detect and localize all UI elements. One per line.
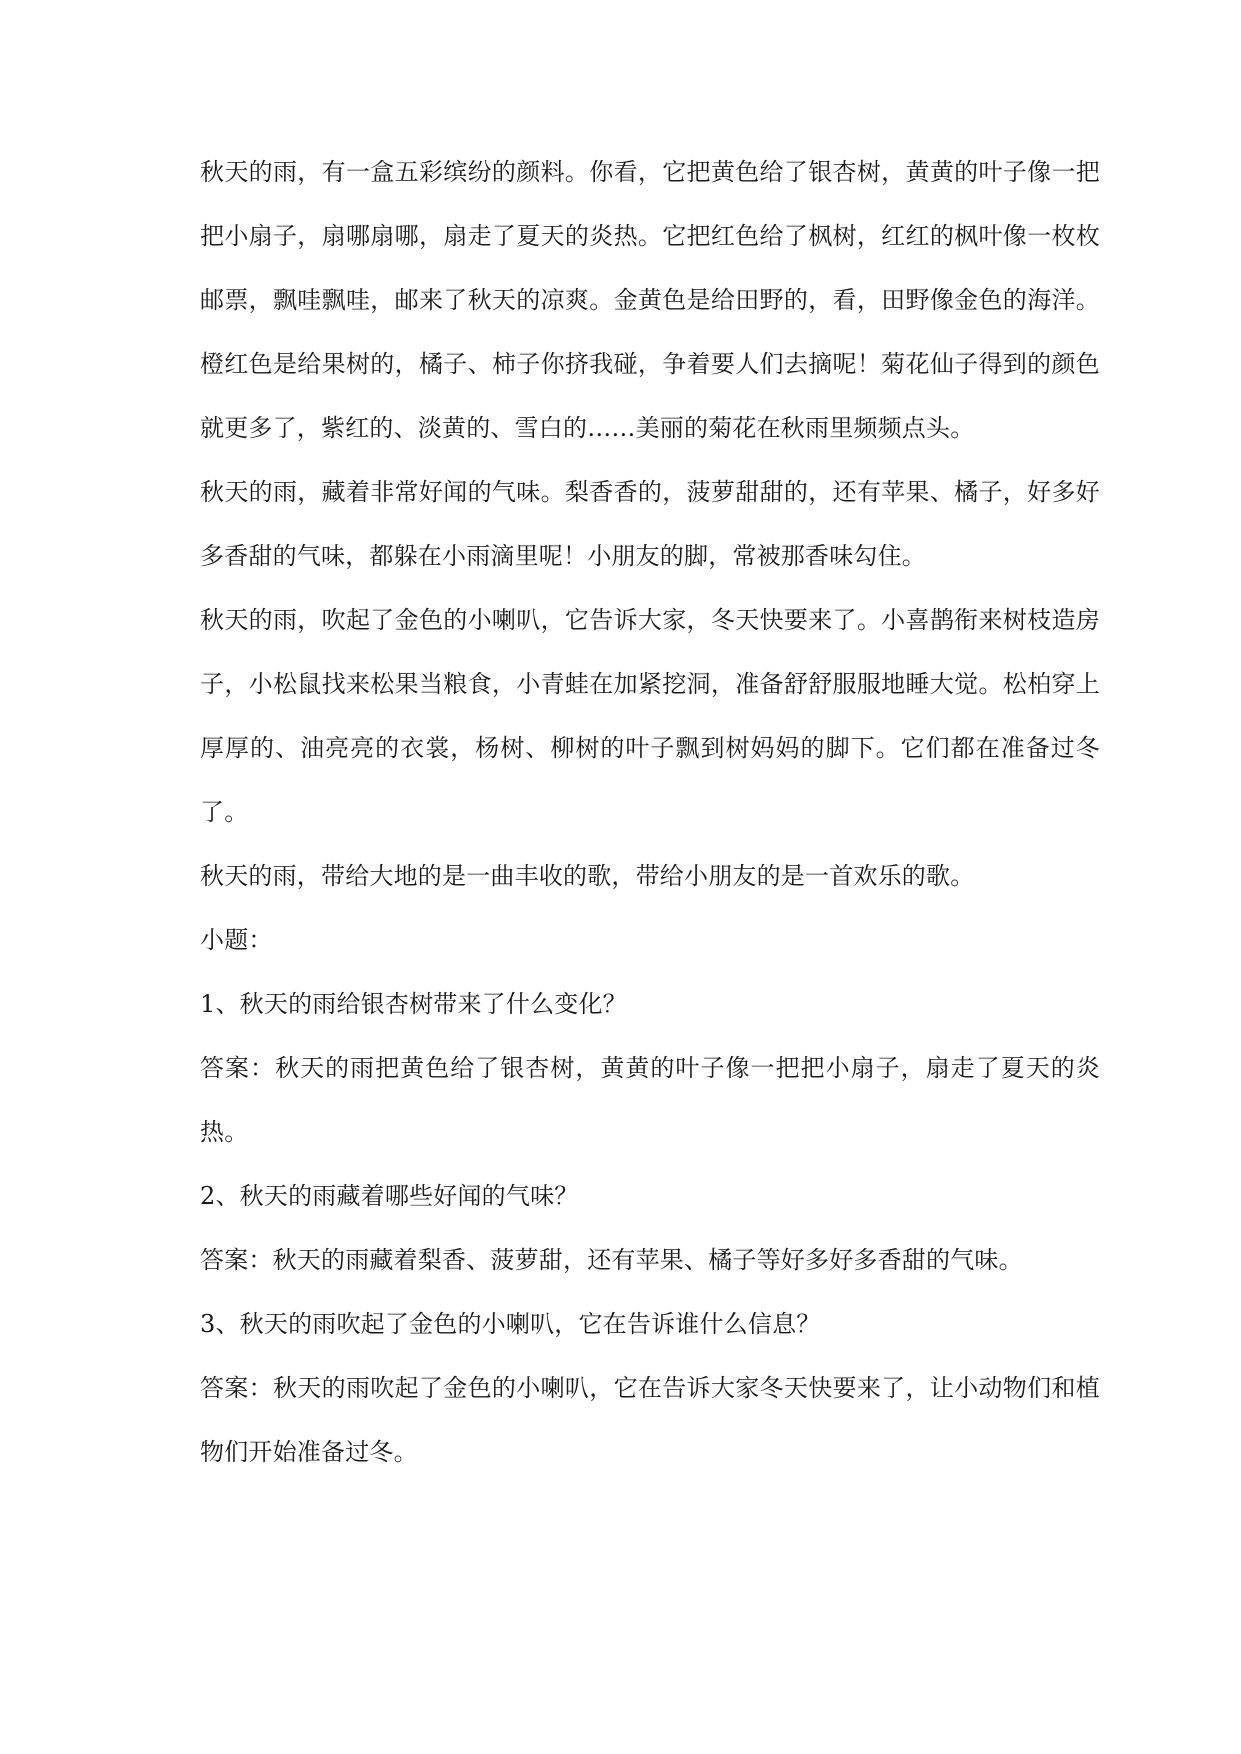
question-1: 1、秋天的雨给银杏树带来了什么变化？ bbox=[200, 990, 627, 1018]
section-label: 小题： bbox=[200, 926, 273, 954]
passage-paragraph-2: 秋天的雨，藏着非常好闻的气味。梨香香的，菠萝甜甜的，还有苹果、橘子，好多好多香甜的气味，都躲在小雨滴里呢！小朋友的脚，常被那香味勾住。 bbox=[200, 478, 1100, 570]
answer-2: 答案：秋天的雨藏着梨香、菠萝甜，还有苹果、橘子等好多好多香甜的气味。 bbox=[200, 1246, 1023, 1274]
answer-3: 答案：秋天的雨吹起了金色的小喇叭，它在告诉大家冬天快要来了，让小动物们和植物们开始准备过冬。 bbox=[200, 1374, 1100, 1466]
passage-paragraph-4: 秋天的雨，带给大地的是一曲丰收的歌，带给小朋友的是一首欢乐的歌。 bbox=[200, 862, 975, 890]
passage-paragraph-3: 秋天的雨，吹起了金色的小喇叭，它告诉大家，冬天快要来了。小喜鹊衔来树枝造房子，小松鼠找来松果当粮食，小青蛙在加紧挖洞，准备舒舒服服地睡大觉。松柏穿上厚厚的、油亮亮的衣裳，杨树、柳树的叶子飘到树妈妈的脚下。它们都在准备过冬了。 bbox=[200, 606, 1100, 826]
passage-paragraph-1: 秋天的雨，有一盒五彩缤纷的颜料。你看，它把黄色给了银杏树，黄黄的叶子像一把把小扇子，扇哪扇哪，扇走了夏天的炎热。它把红色给了枫树，红红的枫叶像一枚枚邮票，飘哇飘哇，邮来了秋天的凉爽。金黄色是给田野的，看，田野像金色的海洋。橙红色是给果树的，橘子、柿子你挤我碰，争着要人们去摘呢！菊花仙子得到的颜色就更多了，紫红的、淡黄的、雪白的……美丽的菊花在秋雨里频频点头。 bbox=[200, 158, 1100, 442]
answer-1: 答案：秋天的雨把黄色给了银杏树，黄黄的叶子像一把把小扇子，扇走了夏天的炎热。 bbox=[200, 1054, 1100, 1146]
question-3: 3、秋天的雨吹起了金色的小喇叭，它在告诉谁什么信息？ bbox=[200, 1310, 821, 1338]
document-body bbox=[200, 140, 1100, 1484]
question-2: 2、秋天的雨藏着哪些好闻的气味？ bbox=[200, 1182, 579, 1210]
